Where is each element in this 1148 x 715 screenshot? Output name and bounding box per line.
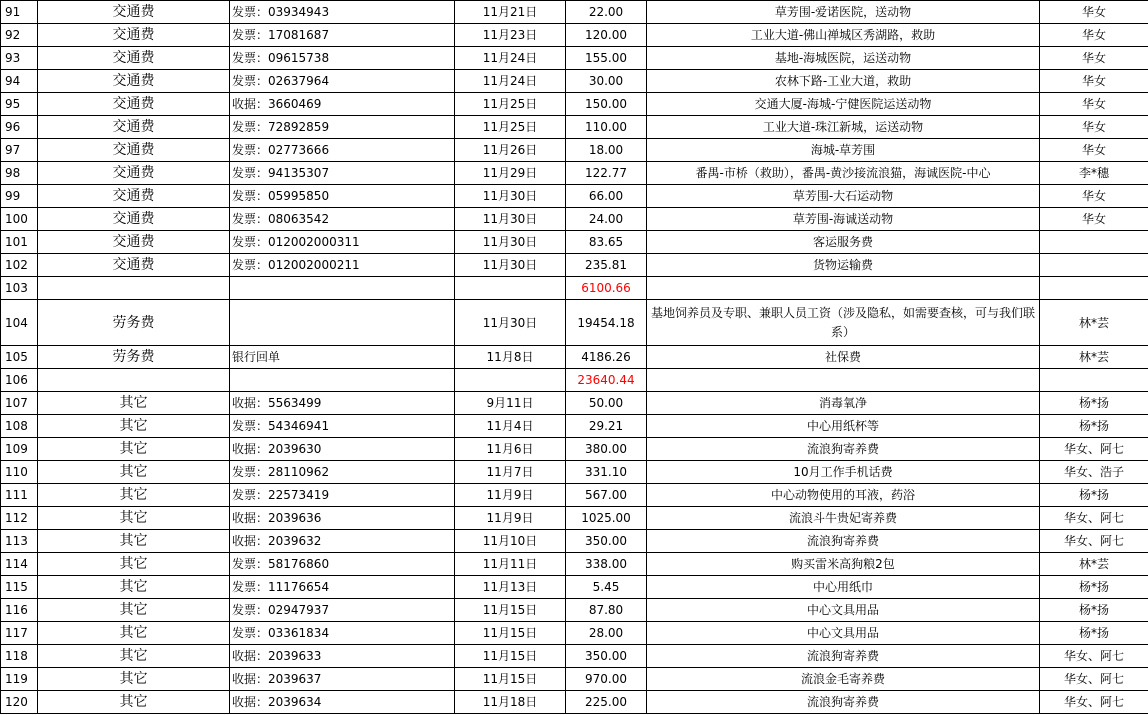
description-cell[interactable]: 购买雷米高狗粮2包 <box>647 553 1040 576</box>
amount-cell[interactable]: 87.80 <box>566 599 647 622</box>
row-number[interactable]: 119 <box>1 668 38 691</box>
description-cell[interactable]: 货物运输费 <box>647 254 1040 277</box>
amount-cell[interactable]: 5.45 <box>566 576 647 599</box>
date-cell[interactable]: 11月29日 <box>455 162 566 185</box>
date-cell[interactable]: 11月15日 <box>455 645 566 668</box>
person-cell[interactable]: 杨*扬 <box>1040 576 1148 599</box>
document-cell[interactable]: 收据：2039634 <box>230 691 455 714</box>
category-cell[interactable]: 劳务费 <box>38 300 230 346</box>
category-cell[interactable]: 其它 <box>38 507 230 530</box>
amount-cell[interactable]: 350.00 <box>566 530 647 553</box>
document-cell[interactable]: 银行回单 <box>230 346 455 369</box>
category-cell[interactable]: 交通费 <box>38 116 230 139</box>
table-row <box>1 139 1148 162</box>
document-cell[interactable]: 收据：3660469 <box>230 93 455 116</box>
amount-cell[interactable]: 19454.18 <box>566 300 647 346</box>
category-cell[interactable]: 劳务费 <box>38 346 230 369</box>
category-cell[interactable]: 其它 <box>38 576 230 599</box>
description-cell[interactable]: 草芳围-海诚送动物 <box>647 208 1040 231</box>
table-row <box>1 254 1148 277</box>
category-cell[interactable] <box>38 277 230 300</box>
table-row <box>1 346 1148 369</box>
amount-cell[interactable]: 83.65 <box>566 231 647 254</box>
date-cell[interactable]: 11月15日 <box>455 599 566 622</box>
amount-cell[interactable]: 29.21 <box>566 415 647 438</box>
document-cell[interactable]: 发票：02773666 <box>230 139 455 162</box>
category-cell[interactable]: 交通费 <box>38 93 230 116</box>
person-cell[interactable]: 华女、阿七 <box>1040 507 1148 530</box>
category-cell[interactable]: 其它 <box>38 438 230 461</box>
row-number[interactable]: 112 <box>1 507 38 530</box>
table-row <box>1 116 1148 139</box>
row-number[interactable]: 109 <box>1 438 38 461</box>
date-cell[interactable]: 11月8日 <box>455 346 566 369</box>
row-number[interactable]: 117 <box>1 622 38 645</box>
description-cell[interactable]: 流浪狗寄养费 <box>647 645 1040 668</box>
description-cell[interactable]: 流浪狗寄养费 <box>647 438 1040 461</box>
category-cell[interactable]: 其它 <box>38 645 230 668</box>
table-row <box>1 622 1148 645</box>
document-cell[interactable]: 发票：28110962 <box>230 461 455 484</box>
amount-cell[interactable]: 24.00 <box>566 208 647 231</box>
document-cell[interactable]: 发票：03361834 <box>230 622 455 645</box>
description-cell[interactable]: 工业大道-佛山禅城区秀湖路，救助 <box>647 24 1040 47</box>
amount-cell[interactable]: 50.00 <box>566 392 647 415</box>
row-number[interactable]: 120 <box>1 691 38 714</box>
date-cell[interactable]: 11月30日 <box>455 185 566 208</box>
table-body <box>1 1 1148 714</box>
row-number[interactable]: 104 <box>1 300 38 346</box>
table-row <box>1 461 1148 484</box>
amount-cell[interactable]: 380.00 <box>566 438 647 461</box>
category-cell[interactable]: 交通费 <box>38 24 230 47</box>
row-number[interactable]: 114 <box>1 553 38 576</box>
row-number[interactable]: 118 <box>1 645 38 668</box>
description-cell[interactable]: 农林下路-工业大道，救助 <box>647 70 1040 93</box>
date-cell[interactable]: 11月26日 <box>455 139 566 162</box>
row-number[interactable]: 116 <box>1 599 38 622</box>
document-cell[interactable]: 收据：2039633 <box>230 645 455 668</box>
table-row <box>1 645 1148 668</box>
amount-cell[interactable]: 23640.44 <box>566 369 647 392</box>
description-cell[interactable]: 客运服务费 <box>647 231 1040 254</box>
description-cell[interactable]: 草芳围-爱诺医院，送动物 <box>647 1 1040 24</box>
description-cell[interactable]: 草芳围-大石运动物 <box>647 185 1040 208</box>
table-row <box>1 93 1148 116</box>
row-number[interactable]: 98 <box>1 162 38 185</box>
category-cell[interactable]: 交通费 <box>38 70 230 93</box>
date-cell[interactable]: 11月30日 <box>455 254 566 277</box>
document-cell[interactable]: 发票：22573419 <box>230 484 455 507</box>
row-number[interactable]: 108 <box>1 415 38 438</box>
table-row <box>1 277 1148 300</box>
category-cell[interactable]: 交通费 <box>38 254 230 277</box>
category-cell[interactable]: 其它 <box>38 622 230 645</box>
table-row <box>1 300 1148 346</box>
description-cell[interactable]: 番禺-市桥（救助），番禺-黄沙接流浪猫，海诚医院-中心 <box>647 162 1040 185</box>
document-cell[interactable]: 发票：58176860 <box>230 553 455 576</box>
category-cell[interactable]: 其它 <box>38 392 230 415</box>
person-cell[interactable]: 杨*扬 <box>1040 415 1148 438</box>
table-row <box>1 668 1148 691</box>
amount-cell[interactable]: 6100.66 <box>566 277 647 300</box>
amount-cell[interactable]: 350.00 <box>566 645 647 668</box>
table-row <box>1 47 1148 70</box>
row-number[interactable]: 91 <box>1 1 38 24</box>
person-cell[interactable]: 华女 <box>1040 185 1148 208</box>
amount-cell[interactable]: 338.00 <box>566 553 647 576</box>
row-number[interactable]: 111 <box>1 484 38 507</box>
person-cell[interactable]: 华女 <box>1040 47 1148 70</box>
person-cell[interactable]: 华女 <box>1040 116 1148 139</box>
person-cell[interactable]: 华女 <box>1040 93 1148 116</box>
description-cell[interactable]: 交通大厦-海城-宁健医院运送动物 <box>647 93 1040 116</box>
date-cell[interactable]: 11月25日 <box>455 116 566 139</box>
amount-cell[interactable]: 18.00 <box>566 139 647 162</box>
category-cell[interactable]: 其它 <box>38 530 230 553</box>
category-cell[interactable]: 交通费 <box>38 1 230 24</box>
category-cell[interactable]: 交通费 <box>38 185 230 208</box>
amount-cell[interactable]: 331.10 <box>566 461 647 484</box>
person-cell[interactable]: 林*芸 <box>1040 300 1148 346</box>
document-cell[interactable]: 发票：012002000211 <box>230 254 455 277</box>
person-cell[interactable]: 华女 <box>1040 208 1148 231</box>
document-cell[interactable]: 发票：72892859 <box>230 116 455 139</box>
person-cell[interactable]: 华女、浩子 <box>1040 461 1148 484</box>
description-cell[interactable]: 中心用纸巾 <box>647 576 1040 599</box>
category-cell[interactable]: 交通费 <box>38 208 230 231</box>
amount-cell[interactable]: 66.00 <box>566 185 647 208</box>
date-cell[interactable]: 11月9日 <box>455 484 566 507</box>
category-cell[interactable]: 交通费 <box>38 231 230 254</box>
description-cell[interactable]: 基地饲养员及专职、兼职人员工资（涉及隐私，如需要查核，可与我们联系） <box>647 300 1040 346</box>
description-cell[interactable]: 中心文具用品 <box>647 622 1040 645</box>
date-cell[interactable]: 11月30日 <box>455 300 566 346</box>
date-cell[interactable]: 11月6日 <box>455 438 566 461</box>
description-cell[interactable]: 流浪斗牛贵妃寄养费 <box>647 507 1040 530</box>
person-cell[interactable]: 华女、阿七 <box>1040 691 1148 714</box>
amount-cell[interactable]: 22.00 <box>566 1 647 24</box>
date-cell[interactable]: 11月23日 <box>455 24 566 47</box>
row-number[interactable]: 103 <box>1 277 38 300</box>
person-cell[interactable]: 李*穗 <box>1040 162 1148 185</box>
description-cell[interactable] <box>647 369 1040 392</box>
category-cell[interactable]: 其它 <box>38 691 230 714</box>
table-row <box>1 70 1148 93</box>
description-cell[interactable]: 10月工作手机话费 <box>647 461 1040 484</box>
document-cell[interactable]: 发票：94135307 <box>230 162 455 185</box>
date-cell[interactable]: 11月24日 <box>455 70 566 93</box>
person-cell[interactable]: 华女 <box>1040 1 1148 24</box>
document-cell[interactable]: 发票：11176654 <box>230 576 455 599</box>
amount-cell[interactable]: 225.00 <box>566 691 647 714</box>
row-number[interactable]: 107 <box>1 392 38 415</box>
amount-cell[interactable]: 120.00 <box>566 24 647 47</box>
document-cell[interactable]: 收据：2039632 <box>230 530 455 553</box>
person-cell[interactable] <box>1040 254 1148 277</box>
date-cell[interactable]: 11月4日 <box>455 415 566 438</box>
row-number[interactable]: 97 <box>1 139 38 162</box>
description-cell[interactable]: 流浪金毛寄养费 <box>647 668 1040 691</box>
category-cell[interactable]: 其它 <box>38 461 230 484</box>
category-cell[interactable] <box>38 369 230 392</box>
date-cell[interactable]: 11月7日 <box>455 461 566 484</box>
person-cell[interactable]: 华女、阿七 <box>1040 668 1148 691</box>
date-cell[interactable]: 11月30日 <box>455 208 566 231</box>
row-number[interactable]: 102 <box>1 254 38 277</box>
document-cell[interactable]: 发票：09615738 <box>230 47 455 70</box>
document-cell[interactable]: 发票：02947937 <box>230 599 455 622</box>
date-cell[interactable]: 11月21日 <box>455 1 566 24</box>
document-cell[interactable]: 发票：012002000311 <box>230 231 455 254</box>
table-row <box>1 438 1148 461</box>
date-cell[interactable]: 9月11日 <box>455 392 566 415</box>
amount-cell[interactable]: 30.00 <box>566 70 647 93</box>
category-cell[interactable]: 交通费 <box>38 162 230 185</box>
table-row <box>1 530 1148 553</box>
date-cell[interactable]: 11月10日 <box>455 530 566 553</box>
row-number[interactable]: 105 <box>1 346 38 369</box>
person-cell[interactable]: 林*芸 <box>1040 346 1148 369</box>
document-cell[interactable]: 收据：2039636 <box>230 507 455 530</box>
document-cell[interactable]: 发票：08063542 <box>230 208 455 231</box>
date-cell[interactable]: 11月11日 <box>455 553 566 576</box>
document-cell[interactable]: 收据：2039637 <box>230 668 455 691</box>
document-cell[interactable] <box>230 369 455 392</box>
amount-cell[interactable]: 4186.26 <box>566 346 647 369</box>
date-cell[interactable] <box>455 277 566 300</box>
row-number[interactable]: 95 <box>1 93 38 116</box>
description-cell[interactable]: 中心用纸杯等 <box>647 415 1040 438</box>
category-cell[interactable]: 交通费 <box>38 139 230 162</box>
description-cell[interactable]: 流浪狗寄养费 <box>647 530 1040 553</box>
amount-cell[interactable]: 155.00 <box>566 47 647 70</box>
document-cell[interactable]: 收据：2039630 <box>230 438 455 461</box>
table-row <box>1 208 1148 231</box>
description-cell[interactable]: 工业大道-珠江新城，运送动物 <box>647 116 1040 139</box>
document-cell[interactable] <box>230 277 455 300</box>
row-number[interactable]: 100 <box>1 208 38 231</box>
row-number[interactable]: 101 <box>1 231 38 254</box>
category-cell[interactable]: 其它 <box>38 484 230 507</box>
amount-cell[interactable]: 110.00 <box>566 116 647 139</box>
amount-cell[interactable]: 1025.00 <box>566 507 647 530</box>
category-cell[interactable]: 其它 <box>38 599 230 622</box>
description-cell[interactable]: 消毒氧净 <box>647 392 1040 415</box>
row-number[interactable]: 110 <box>1 461 38 484</box>
document-cell[interactable]: 发票：02637964 <box>230 70 455 93</box>
description-cell[interactable]: 中心动物使用的耳液，药浴 <box>647 484 1040 507</box>
person-cell[interactable]: 林*芸 <box>1040 553 1148 576</box>
amount-cell[interactable]: 970.00 <box>566 668 647 691</box>
description-cell[interactable]: 基地-海城医院，运送动物 <box>647 47 1040 70</box>
date-cell[interactable]: 11月9日 <box>455 507 566 530</box>
document-cell[interactable] <box>230 300 455 346</box>
table-row <box>1 392 1148 415</box>
document-cell[interactable]: 收据：5563499 <box>230 392 455 415</box>
table-row <box>1 415 1148 438</box>
person-cell[interactable]: 杨*扬 <box>1040 599 1148 622</box>
table-row <box>1 24 1148 47</box>
amount-cell[interactable]: 567.00 <box>566 484 647 507</box>
person-cell[interactable]: 华女、阿七 <box>1040 645 1148 668</box>
category-cell[interactable]: 交通费 <box>38 47 230 70</box>
amount-cell[interactable]: 150.00 <box>566 93 647 116</box>
person-cell[interactable]: 华女 <box>1040 24 1148 47</box>
table-row <box>1 484 1148 507</box>
table-row <box>1 599 1148 622</box>
person-cell[interactable]: 华女 <box>1040 139 1148 162</box>
category-cell[interactable]: 其它 <box>38 668 230 691</box>
description-cell[interactable]: 中心文具用品 <box>647 599 1040 622</box>
date-cell[interactable]: 11月24日 <box>455 47 566 70</box>
person-cell[interactable] <box>1040 231 1148 254</box>
table-row <box>1 691 1148 714</box>
row-number[interactable]: 115 <box>1 576 38 599</box>
table-row <box>1 369 1148 392</box>
row-number[interactable]: 93 <box>1 47 38 70</box>
person-cell[interactable]: 杨*扬 <box>1040 392 1148 415</box>
row-number[interactable]: 99 <box>1 185 38 208</box>
person-cell[interactable]: 杨*扬 <box>1040 622 1148 645</box>
description-cell[interactable]: 社保费 <box>647 346 1040 369</box>
date-cell[interactable]: 11月13日 <box>455 576 566 599</box>
document-cell[interactable]: 发票：05995850 <box>230 185 455 208</box>
row-number[interactable]: 96 <box>1 116 38 139</box>
date-cell[interactable]: 11月30日 <box>455 231 566 254</box>
amount-cell[interactable]: 122.77 <box>566 162 647 185</box>
category-cell[interactable]: 其它 <box>38 415 230 438</box>
table-row <box>1 1 1148 24</box>
table-row <box>1 185 1148 208</box>
description-cell[interactable]: 海城-草芳围 <box>647 139 1040 162</box>
row-number[interactable]: 92 <box>1 24 38 47</box>
table-row <box>1 553 1148 576</box>
amount-cell[interactable]: 235.81 <box>566 254 647 277</box>
category-cell[interactable]: 其它 <box>38 553 230 576</box>
date-cell[interactable]: 11月15日 <box>455 622 566 645</box>
table-row <box>1 162 1148 185</box>
date-cell[interactable]: 11月25日 <box>455 93 566 116</box>
date-cell[interactable]: 11月18日 <box>455 691 566 714</box>
person-cell[interactable] <box>1040 277 1148 300</box>
table-row <box>1 231 1148 254</box>
document-cell[interactable]: 发票：17081687 <box>230 24 455 47</box>
row-number[interactable]: 94 <box>1 70 38 93</box>
document-cell[interactable]: 发票：54346941 <box>230 415 455 438</box>
person-cell[interactable]: 华女、阿七 <box>1040 530 1148 553</box>
description-cell[interactable] <box>647 277 1040 300</box>
description-cell[interactable]: 流浪狗寄养费 <box>647 691 1040 714</box>
row-number[interactable]: 113 <box>1 530 38 553</box>
person-cell[interactable] <box>1040 369 1148 392</box>
date-cell[interactable] <box>455 369 566 392</box>
date-cell[interactable]: 11月15日 <box>455 668 566 691</box>
person-cell[interactable]: 华女 <box>1040 70 1148 93</box>
table-row <box>1 507 1148 530</box>
table-row <box>1 576 1148 599</box>
person-cell[interactable]: 华女、阿七 <box>1040 438 1148 461</box>
amount-cell[interactable]: 28.00 <box>566 622 647 645</box>
document-cell[interactable]: 发票：03934943 <box>230 1 455 24</box>
row-number[interactable]: 106 <box>1 369 38 392</box>
person-cell[interactable]: 杨*扬 <box>1040 484 1148 507</box>
